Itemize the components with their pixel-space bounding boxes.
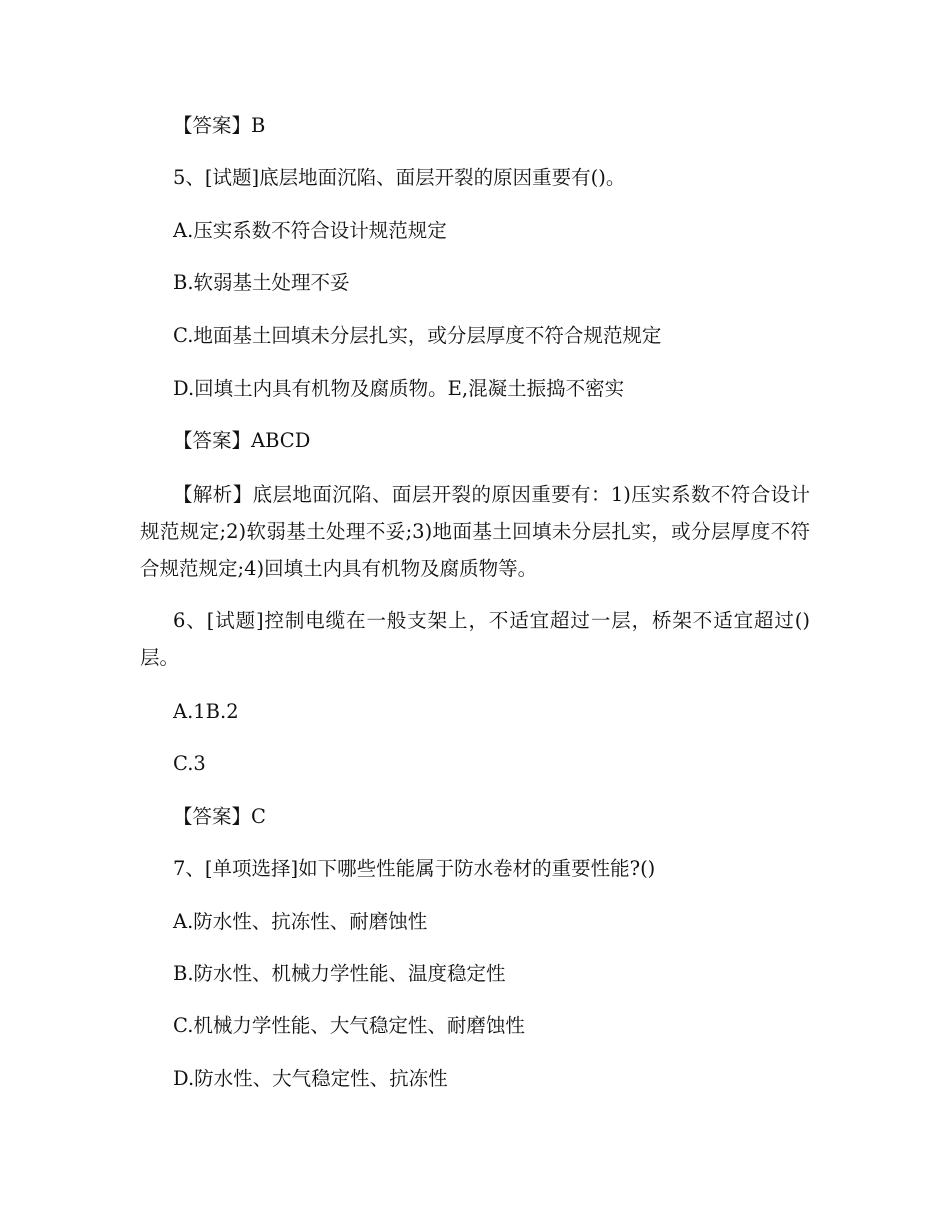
- answer-q4: 【答案】B: [173, 114, 266, 137]
- answer-q5: 【答案】ABCD: [173, 429, 311, 452]
- question-5-option-c: C.地面基土回填未分层扎实，或分层厚度不符合规范规定: [173, 324, 662, 347]
- question-7-option-c: C.机械力学性能、大气稳定性、耐磨蚀性: [173, 1014, 525, 1037]
- question-7-option-b: B.防水性、机械力学性能、温度稳定性: [173, 962, 506, 985]
- question-6-stem: 6、[试题]控制电缆在一般支架上，不适宜超过一层，桥架不适宜超过()层。: [140, 609, 810, 669]
- question-7-option-d: D.防水性、大气稳定性、抗冻性: [173, 1067, 448, 1090]
- question-5-stem: 5、[试题]底层地面沉陷、面层开裂的原因重要有()。: [173, 166, 626, 189]
- question-7-option-a: A.防水性、抗冻性、耐磨蚀性: [173, 910, 428, 933]
- question-6-options-ab: A.1B.2: [173, 700, 239, 723]
- question-7-stem: 7、[单项选择]如下哪些性能属于防水卷材的重要性能?(): [173, 857, 656, 880]
- question-5-option-b: B.软弱基土处理不妥: [173, 271, 350, 294]
- question-5-option-d: D.回填土内具有机物及腐质物。E,混凝土振捣不密实: [173, 377, 625, 400]
- question-6-option-c: C.3: [173, 752, 206, 775]
- analysis-q5: 【解析】底层地面沉陷、面层开裂的原因重要有：1)压实系数不符合设计规范规定;2)软弱基土处理不妥;3)地面基土回填未分层扎实，或分层厚度不符合规范规定;4)回填土内具有机物及腐质物等。: [140, 483, 810, 580]
- answer-q6: 【答案】C: [173, 805, 266, 828]
- question-5-option-a: A.压实系数不符合设计规范规定: [173, 219, 447, 242]
